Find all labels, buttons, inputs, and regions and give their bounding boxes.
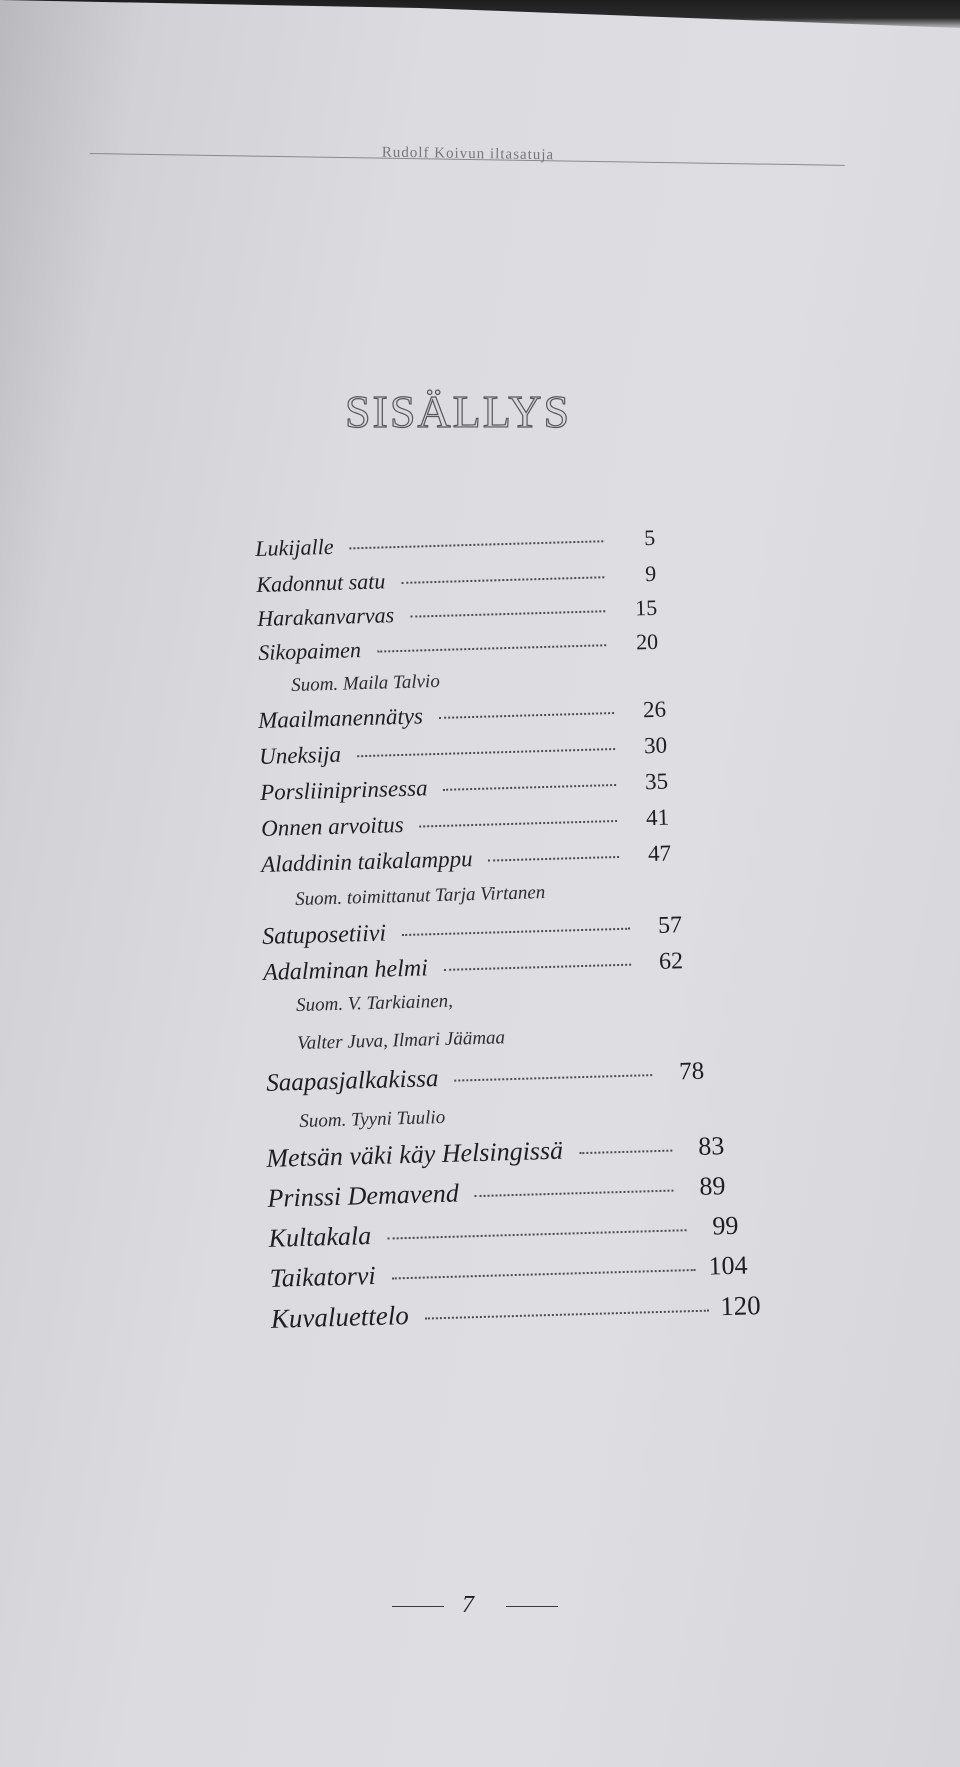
toc-entry-page: 78 [678,1057,705,1086]
dot-leader [387,1229,686,1239]
toc-credit: Suom. Tyyni Tuulio [299,1106,446,1132]
toc-entry-title: Uneksija [258,741,342,769]
page-title: SISÄLLYS [344,386,572,437]
toc-entry-page: 120 [719,1290,762,1322]
toc-entry-title: Onnen arvoitus [260,811,404,841]
toc-entry [269,1251,748,1294]
dot-leader [357,748,615,757]
folio-rule-left [392,1606,444,1607]
toc-entry-title: Harakanvarvas [256,602,395,631]
dot-leader [401,576,604,584]
toc-entry-title: Sikopaimen [257,637,362,665]
toc-entry-title: Aladdinin taikalamppu [260,846,473,877]
toc-entry-page: 57 [657,912,683,939]
dot-leader [420,820,618,828]
toc-entry-title: Prinssi Demavend [267,1178,460,1213]
toc-entry [258,629,659,666]
dot-leader [377,644,606,652]
folio-rule-right [506,1606,558,1607]
toc-entry [262,912,683,951]
toc-entry [259,733,668,770]
toc-entry-title: Kadonnut satu [256,568,386,597]
running-head [89,140,844,188]
toc-entry [266,1131,725,1174]
toc-entry-page: 35 [644,768,669,795]
toc-entry [255,525,656,562]
toc-credit: Valter Juva, Ilmari Jäämaa [296,1027,506,1055]
toc-entry-page: 5 [643,524,656,551]
dot-leader [392,1269,696,1279]
toc-entry [268,1211,739,1254]
toc-entry [257,595,658,632]
toc-entry-page: 30 [643,732,668,759]
page-number: 7 [462,1592,474,1618]
toc-entry-title: Taikatorvi [269,1260,377,1293]
toc-entry [263,948,684,987]
toc-entry-page: 104 [708,1250,748,1281]
dot-leader [444,964,631,971]
toc-credit: Suom. toimittanut Tarja Virtanen [294,882,546,911]
dot-leader [444,784,617,791]
toc-entry [260,769,669,806]
toc-credit: Suom. V. Tarkiainen, [295,990,454,1017]
dot-leader [475,1190,674,1198]
dot-leader [489,856,620,862]
toc-entry-page: 62 [658,948,684,975]
dot-leader [454,1074,652,1082]
toc-entry-page: 47 [647,840,672,867]
running-head-text: Rudolf Koivun iltasatuja [381,144,555,164]
toc-entry-page: 41 [645,804,670,831]
toc-entry [267,1171,726,1214]
toc-entry-title: Satuposetiivi [261,920,387,950]
toc-entry-title: Saapasjalkakissa [265,1065,439,1097]
toc-entry-page: 89 [698,1171,726,1201]
toc-entry-page: 15 [634,594,658,621]
toc-entry [261,841,672,878]
dot-leader [579,1150,672,1155]
toc-credit: Suom. Maila Talvio [290,670,441,697]
dot-leader [402,928,630,936]
toc-entry-page: 9 [644,560,657,587]
toc-entry-title: Porsliiniprinsessa [259,775,428,805]
page-edge-shadow [0,0,960,30]
toc-entry [261,805,670,842]
dot-leader [350,540,604,549]
toc-entry [258,697,667,734]
toc-entry-title: Adalminan helmi [262,955,429,986]
toc-entry-title: Maailmanennätys [257,703,424,733]
toc-entry-page: 20 [635,628,659,655]
toc-entry-title: Lukijalle [255,533,334,561]
dot-leader [410,610,605,617]
toc-entry-page: 26 [642,696,667,723]
dot-leader [425,1310,708,1320]
toc-entry-page: 99 [712,1210,739,1241]
toc-entry [256,561,657,598]
dot-leader [439,712,614,719]
toc-entry-title: Kultakala [268,1221,372,1253]
toc-entry-title: Kuvaluettelo [270,1300,410,1334]
toc-entry-page: 83 [697,1131,725,1161]
toc-entry [266,1058,705,1098]
toc-entry [270,1290,761,1335]
folio [0,1592,960,1622]
table-of-contents [255,522,762,1334]
toc-entry-title: Metsän väki käy Helsingissä [265,1135,564,1173]
